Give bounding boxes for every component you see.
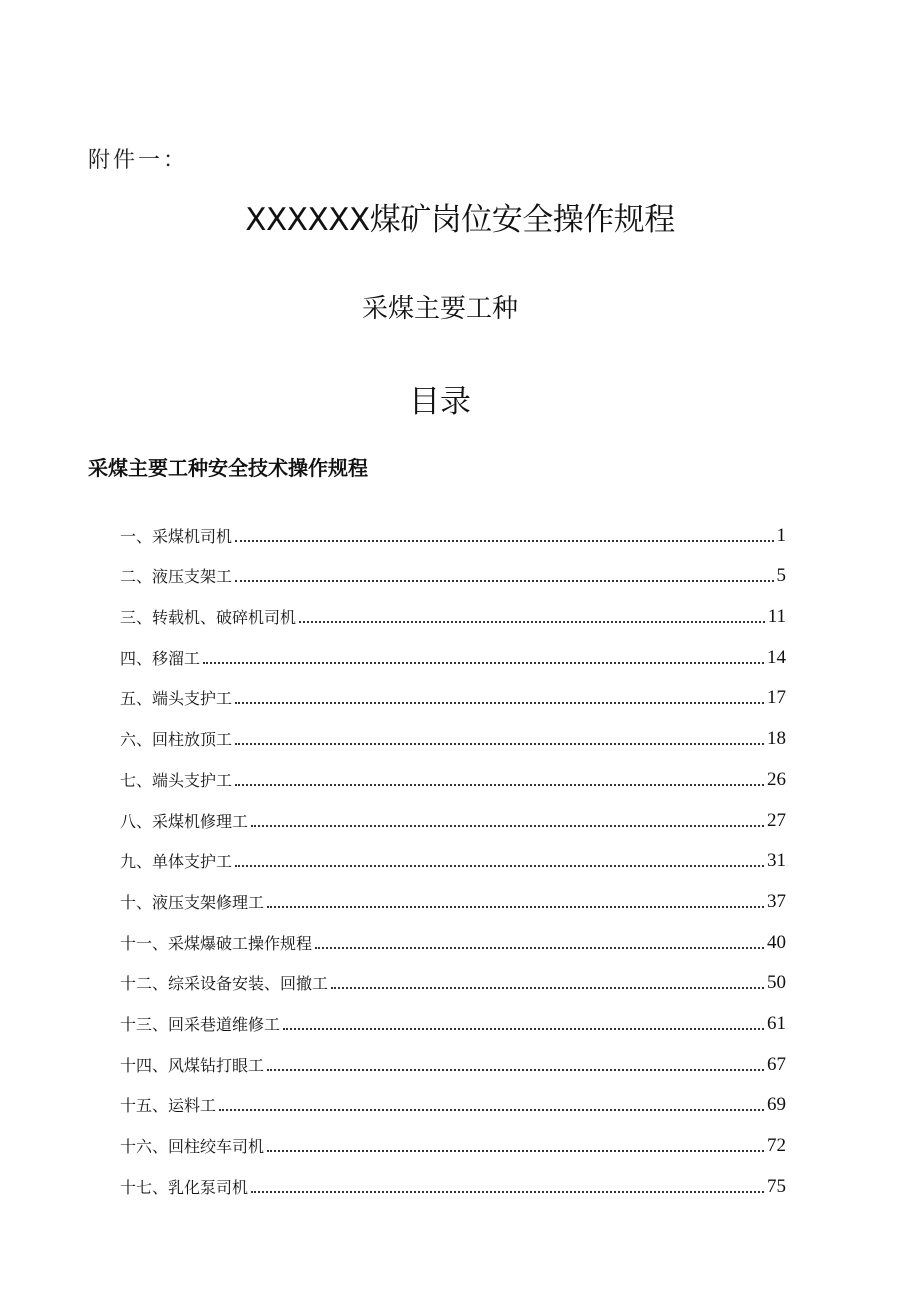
toc-entry-label: 一、采煤机司机 <box>120 526 233 546</box>
toc-leader-dots <box>299 621 765 623</box>
toc-leader-dots <box>235 743 764 745</box>
toc-entry[interactable] <box>120 587 786 628</box>
toc-entry-label: 十四、风煤钻打眼工 <box>120 1055 265 1075</box>
toc-entry[interactable] <box>120 1116 786 1157</box>
toc-page-number: 61 <box>767 1012 786 1034</box>
section-heading: 采煤主要工种安全技术操作规程 <box>88 456 368 480</box>
toc-entry-label: 六、回柱放顶工 <box>120 730 233 750</box>
toc-entry[interactable] <box>120 1035 786 1076</box>
toc-leader-dots <box>251 1191 764 1193</box>
toc-entry-label: 五、端头支护工 <box>120 689 233 709</box>
toc-leader-dots <box>315 947 764 949</box>
toc-entry[interactable] <box>120 913 786 954</box>
toc-entry-label: 十五、运料工 <box>120 1096 217 1116</box>
toc-entry[interactable] <box>120 954 786 995</box>
toc-leader-dots <box>235 784 764 786</box>
toc-leader-dots <box>219 1109 764 1111</box>
toc-leader-dots <box>235 865 764 867</box>
toc-entry[interactable] <box>120 1076 786 1117</box>
toc-entry-label: 十七、乳化泵司机 <box>120 1177 249 1197</box>
toc-leader-dots <box>331 987 764 989</box>
toc-leader-dots <box>283 1028 764 1030</box>
toc-entry-label: 二、液压支架工 <box>120 567 233 587</box>
toc-entry[interactable] <box>120 832 786 873</box>
table-of-contents <box>120 506 786 1198</box>
toc-entry[interactable] <box>120 872 786 913</box>
toc-entry-label: 十一、采煤爆破工操作规程 <box>120 933 313 953</box>
toc-heading: 目录 <box>409 384 471 420</box>
toc-entry-label: 八、采煤机修理工 <box>120 811 249 831</box>
toc-page-number: 40 <box>767 931 786 953</box>
toc-entry[interactable] <box>120 628 786 669</box>
toc-page-number: 37 <box>767 890 786 912</box>
toc-leader-dots <box>235 580 773 582</box>
toc-entry-label: 九、单体支护工 <box>120 852 233 872</box>
toc-page-number: 11 <box>767 606 786 628</box>
main-title: XXXXXX煤矿岗位安全操作规程 <box>245 202 675 238</box>
toc-entry-label: 三、转载机、破碎机司机 <box>120 608 297 628</box>
toc-entry-label: 十二、综采设备安装、回撤工 <box>120 974 329 994</box>
toc-page-number: 18 <box>767 728 786 750</box>
toc-entry[interactable] <box>120 791 786 832</box>
toc-page-number: 17 <box>767 687 786 709</box>
toc-entry-label: 十六、回柱绞车司机 <box>120 1137 265 1156</box>
toc-page-number: 69 <box>767 1094 786 1116</box>
toc-page-number: 72 <box>767 1135 786 1156</box>
toc-page-number: 50 <box>767 972 786 994</box>
toc-leader-dots <box>267 906 764 908</box>
toc-entry[interactable] <box>120 1157 786 1198</box>
toc-leader-dots <box>203 662 764 664</box>
toc-leader-dots <box>235 702 764 704</box>
attachment-label: 附件一： <box>88 148 189 173</box>
toc-entry[interactable] <box>120 750 786 791</box>
toc-entry[interactable] <box>120 994 786 1035</box>
toc-page-number: 67 <box>767 1053 786 1075</box>
toc-entry[interactable] <box>120 709 786 750</box>
toc-page-number: 31 <box>767 850 786 872</box>
toc-page-number: 5 <box>776 565 786 587</box>
toc-page-number: 27 <box>767 809 786 831</box>
toc-entry-label: 四、移溜工 <box>120 648 201 668</box>
toc-leader-dots <box>267 1150 764 1152</box>
toc-page-number: 26 <box>767 768 786 790</box>
toc-entry-label: 十、液压支架修理工 <box>120 892 265 912</box>
toc-entry-label: 七、端头支护工 <box>120 770 233 790</box>
subtitle: 采煤主要工种 <box>361 294 518 324</box>
toc-leader-dots <box>251 825 764 827</box>
toc-leader-dots <box>235 540 773 542</box>
toc-entry[interactable] <box>120 506 786 547</box>
toc-page-number: 75 <box>767 1175 786 1197</box>
toc-entry-label: 十三、回采巷道维修工 <box>120 1014 281 1034</box>
toc-entry[interactable] <box>120 669 786 710</box>
toc-page-number: 1 <box>776 524 786 546</box>
toc-leader-dots <box>267 1069 764 1071</box>
toc-page-number: 14 <box>767 646 786 668</box>
toc-entry[interactable] <box>120 547 786 588</box>
